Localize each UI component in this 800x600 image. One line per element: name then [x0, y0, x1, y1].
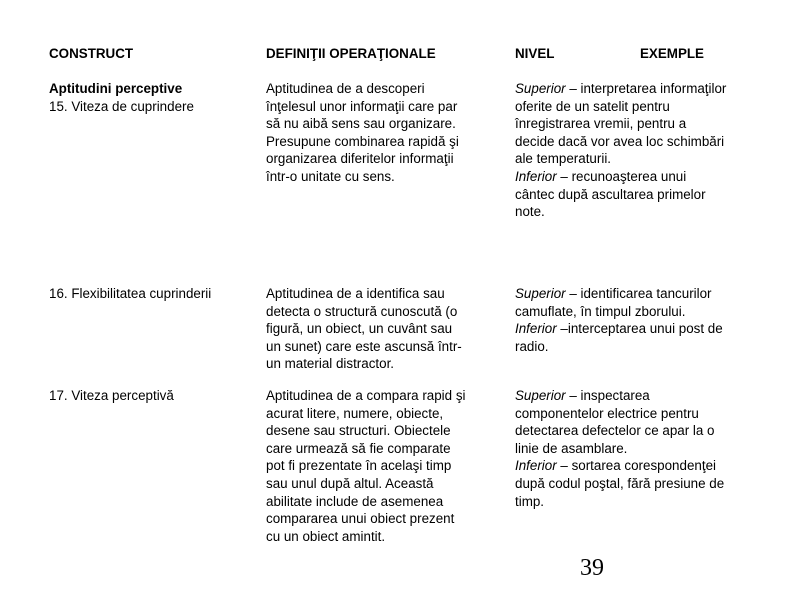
definition-line: un material distractor.	[266, 356, 395, 372]
example-line: linie de asamblare.	[515, 440, 628, 456]
example-line: decide dacă vor avea loc schimbări	[515, 133, 725, 149]
definition-line: să nu aibă sens sau organizare.	[266, 116, 456, 132]
superior-label: Superior	[515, 286, 566, 301]
definition-line: sau unul după altul. Această	[266, 475, 434, 491]
definition-line: figură, un obiect, un cuvânt sau	[266, 321, 453, 337]
row-1-construct-cell	[49, 80, 259, 115]
definition-line: pot fi prezentate în acelaşi timp	[266, 458, 452, 474]
definition-line: abilitate include de asemenea	[266, 493, 444, 509]
definition-line: Aptitudinea de a compara rapid şi	[266, 388, 466, 403]
inferior-text: – sortarea corespondenţei	[556, 458, 716, 474]
row-2-definition-cell	[266, 285, 501, 373]
example-line: timp.	[515, 493, 545, 509]
superior-text: – interpretarea informaţilor	[565, 81, 727, 96]
example-line: note.	[515, 204, 545, 220]
definition-line: într-o unitate cu sens.	[266, 168, 395, 184]
example-line: cântec după ascultarea primelor	[515, 186, 706, 202]
superior-label: Superior	[515, 81, 566, 96]
inferior-label: Inferior	[515, 168, 557, 184]
example-line: înregistrarea vremii, pentru a	[515, 116, 687, 132]
definition-line: compararea unui obiect prezent	[266, 511, 455, 527]
inferior-label: Inferior	[515, 321, 557, 337]
example-line	[515, 80, 770, 98]
example-line: radio.	[515, 338, 549, 354]
example-line: oferite de un satelit pentru	[515, 98, 670, 114]
example-line	[515, 168, 770, 186]
construct-name: 15. Viteza de cuprindere	[49, 98, 194, 114]
construct-name: 17. Viteza perceptivă	[49, 388, 174, 403]
inferior-label: Inferior	[515, 458, 557, 474]
header-level: NIVEL	[515, 46, 555, 61]
example-line: detectarea defectelor ce apar la o	[515, 423, 715, 439]
definition-line: desene sau structuri. Obiectele	[266, 423, 451, 439]
example-line: ale temperaturii.	[515, 151, 612, 167]
row-3-examples-cell	[515, 387, 770, 510]
row-2-construct-cell	[49, 285, 259, 303]
definition-line: Aptitudinea de a descoperi	[266, 81, 425, 96]
row-3-definition-cell	[266, 387, 501, 545]
header-definitions: DEFINIŢII OPERAŢIONALE	[266, 46, 436, 61]
definition-line: cu un obiect amintit.	[266, 528, 386, 544]
category-title: Aptitudini perceptive	[49, 81, 183, 96]
row-3-construct-cell	[49, 387, 259, 405]
inferior-text: – recunoaşterea unui	[556, 168, 687, 184]
row-2-examples-cell	[515, 285, 770, 355]
definition-line: detecta o structură cunoscută (o	[266, 303, 458, 319]
superior-label: Superior	[515, 388, 566, 403]
construct-name: 16. Flexibilitatea cuprinderii	[49, 286, 212, 301]
definition-line: organizarea diferitelor informaţii	[266, 151, 454, 167]
example-line	[515, 320, 770, 338]
row-1-definition-cell	[266, 80, 501, 186]
header-construct: CONSTRUCT	[49, 46, 134, 61]
example-line	[515, 457, 770, 475]
example-line: după codul poştal, fără presiune de	[515, 475, 725, 491]
header-examples: EXEMPLE	[640, 46, 704, 61]
row-1-examples-cell	[515, 80, 770, 221]
definition-line: Aptitudinea de a identifica sau	[266, 286, 445, 301]
example-line	[515, 285, 770, 303]
superior-text: – identificarea tancurilor	[565, 286, 712, 301]
example-line: componentelor electrice pentru	[515, 405, 699, 421]
inferior-text: –interceptarea unui post de	[556, 321, 723, 337]
definition-line: care urmează să fie comparate	[266, 440, 451, 456]
definition-line: un sunet) care este ascunsă într-	[266, 338, 462, 354]
definition-line: acurat litere, numere, obiecte,	[266, 405, 444, 421]
superior-text: – inspectarea	[565, 388, 650, 403]
definition-line: Presupune combinarea rapidă şi	[266, 133, 459, 149]
page-number: 39	[580, 555, 604, 581]
example-line: camuflate, în timpul zborului.	[515, 303, 686, 319]
definition-line: înţelesul unor informaţii care par	[266, 98, 458, 114]
example-line	[515, 387, 770, 405]
